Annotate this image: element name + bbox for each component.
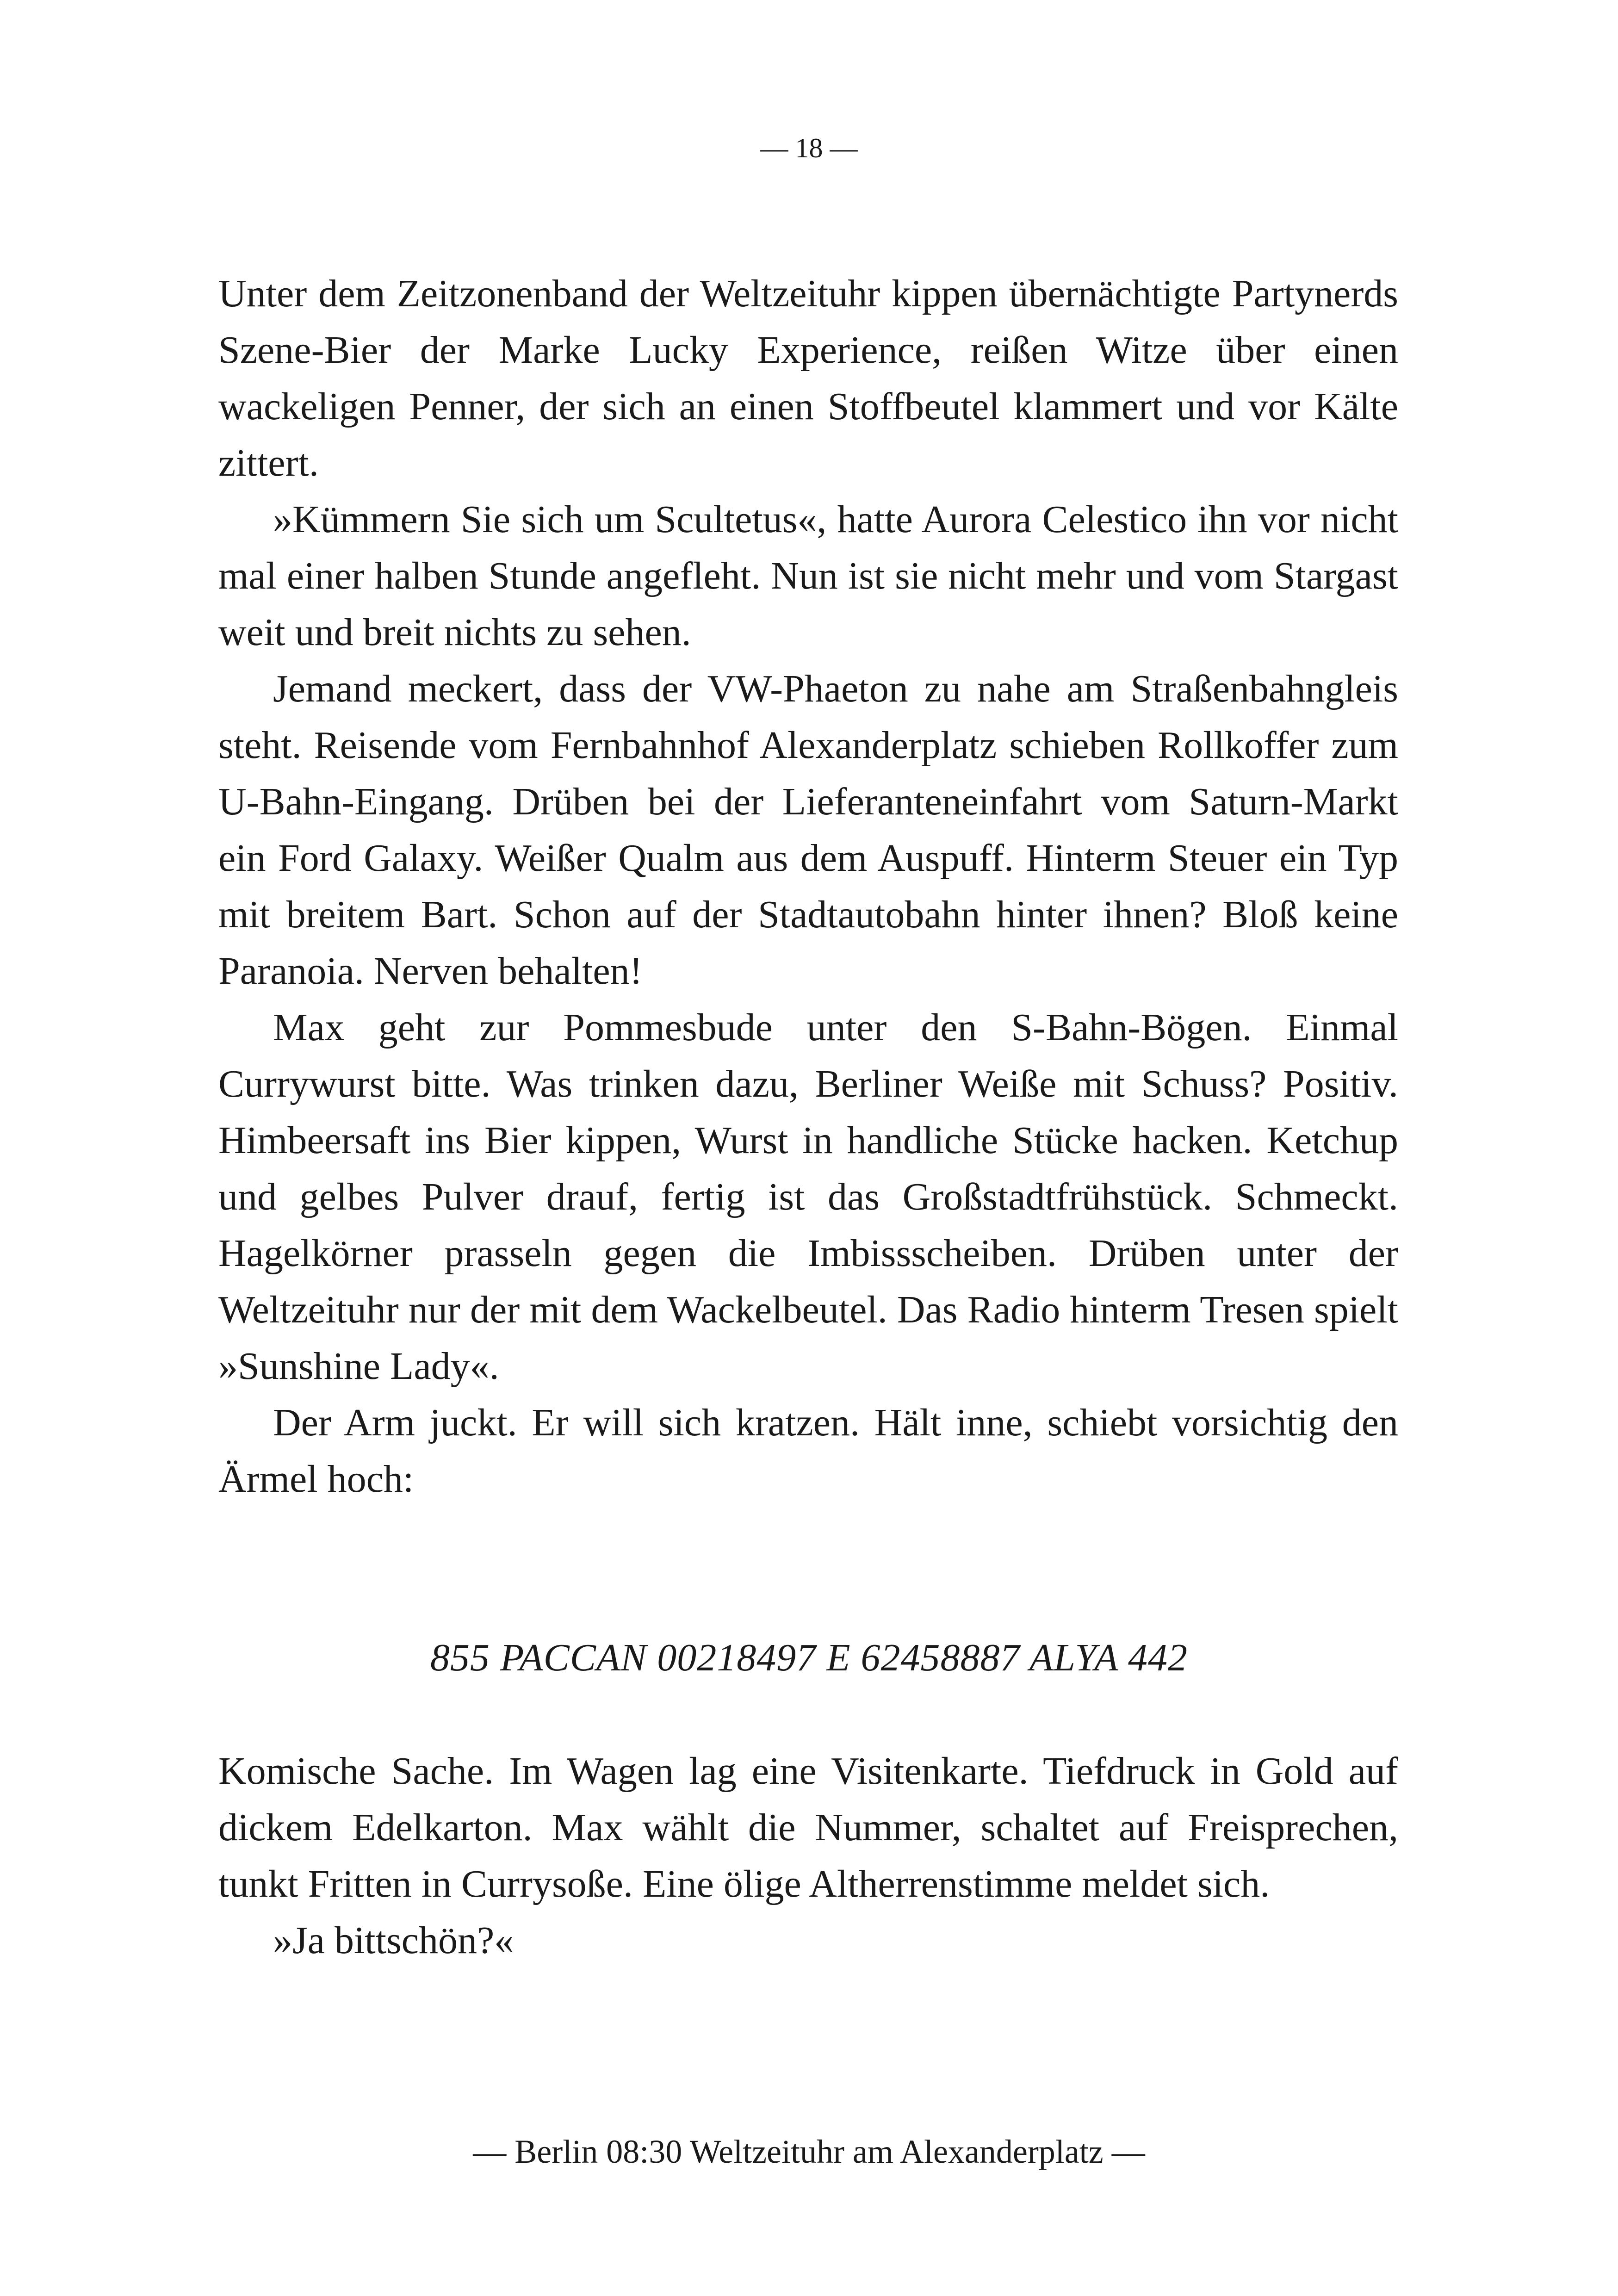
paragraph: Unter dem Zeitzonenband der Weltzeituhr kippen übernächtigte Partynerds Szene-Bier der Marke Lucky Experience, reißen Witze über einen wackeligen Penner, der sich an einen Stoffbeutel klammert und vor Kälte zittert. [218,272,1398,484]
tattoo-code-line: 855 PACCAN 00218497 E 62458887 ALYA 442 [430,1636,1188,1679]
running-footer: — Berlin 08:30 Weltzeituhr am Alexanderplatz — [473,2133,1145,2170]
main-text-block [218,266,1398,1508]
paragraph: Jemand meckert, dass der VW-Phaeton zu nahe am Straßenbahngleis steht. Reisende vom Fernbahnhof Alexanderplatz schieben Rollkoffer zum U-Bahn-Eingang. Drüben bei der Lieferanteneinfahrt vom Saturn-Markt ein Ford Galaxy. Weißer Qualm aus dem Auspuff. Hinterm Steuer ein Typ mit breitem Bart. Schon auf der Stadtautobahn hinter ihnen? Bloß keine Paranoia. Nerven behalten! [218,667,1398,993]
paragraph: »Kümmern Sie sich um Scultetus«, hatte Aurora Celestico ihn vor nicht mal einer halben Stunde angefleht. Nun ist sie nicht mehr und vom Stargast weit und breit nichts zu sehen. [218,498,1398,654]
paragraph: »Ja bittschön?« [273,1919,514,1962]
page-number: — 18 — [760,133,858,163]
paragraph: Der Arm juckt. Er will sich kratzen. Hält inne, schiebt vorsichtig den Ärmel hoch: [218,1401,1398,1501]
paragraph: Max geht zur Pommesbude unter den S-Bahn-Bögen. Einmal Currywurst bitte. Was trinken dazu, Berliner Weiße mit Schuss? Positiv. Himbeersaft ins Bier kippen, Wurst in handliche Stücke hacken. Ketchup und gelbes Pulver drauf, fertig ist das Großstadtfrühstück. Schmeckt. Hagelkörner prasseln gegen die Imbissscheiben. Drüben unter der Weltzeituhr nur der mit dem Wackelbeutel. Das Radio hinterm Tresen spielt »Sunshine Lady«. [218,1006,1398,1388]
paragraph: Komische Sache. Im Wagen lag eine Visitenkarte. Tiefdruck in Gold auf dickem Edelkarton. Max wählt die Nummer, schaltet auf Freisprechen, tunkt Fritten in Currysoße. Eine ölige Altherrenstimme meldet sich. [218,1750,1398,1905]
continuation-text-block [218,1743,1398,1969]
